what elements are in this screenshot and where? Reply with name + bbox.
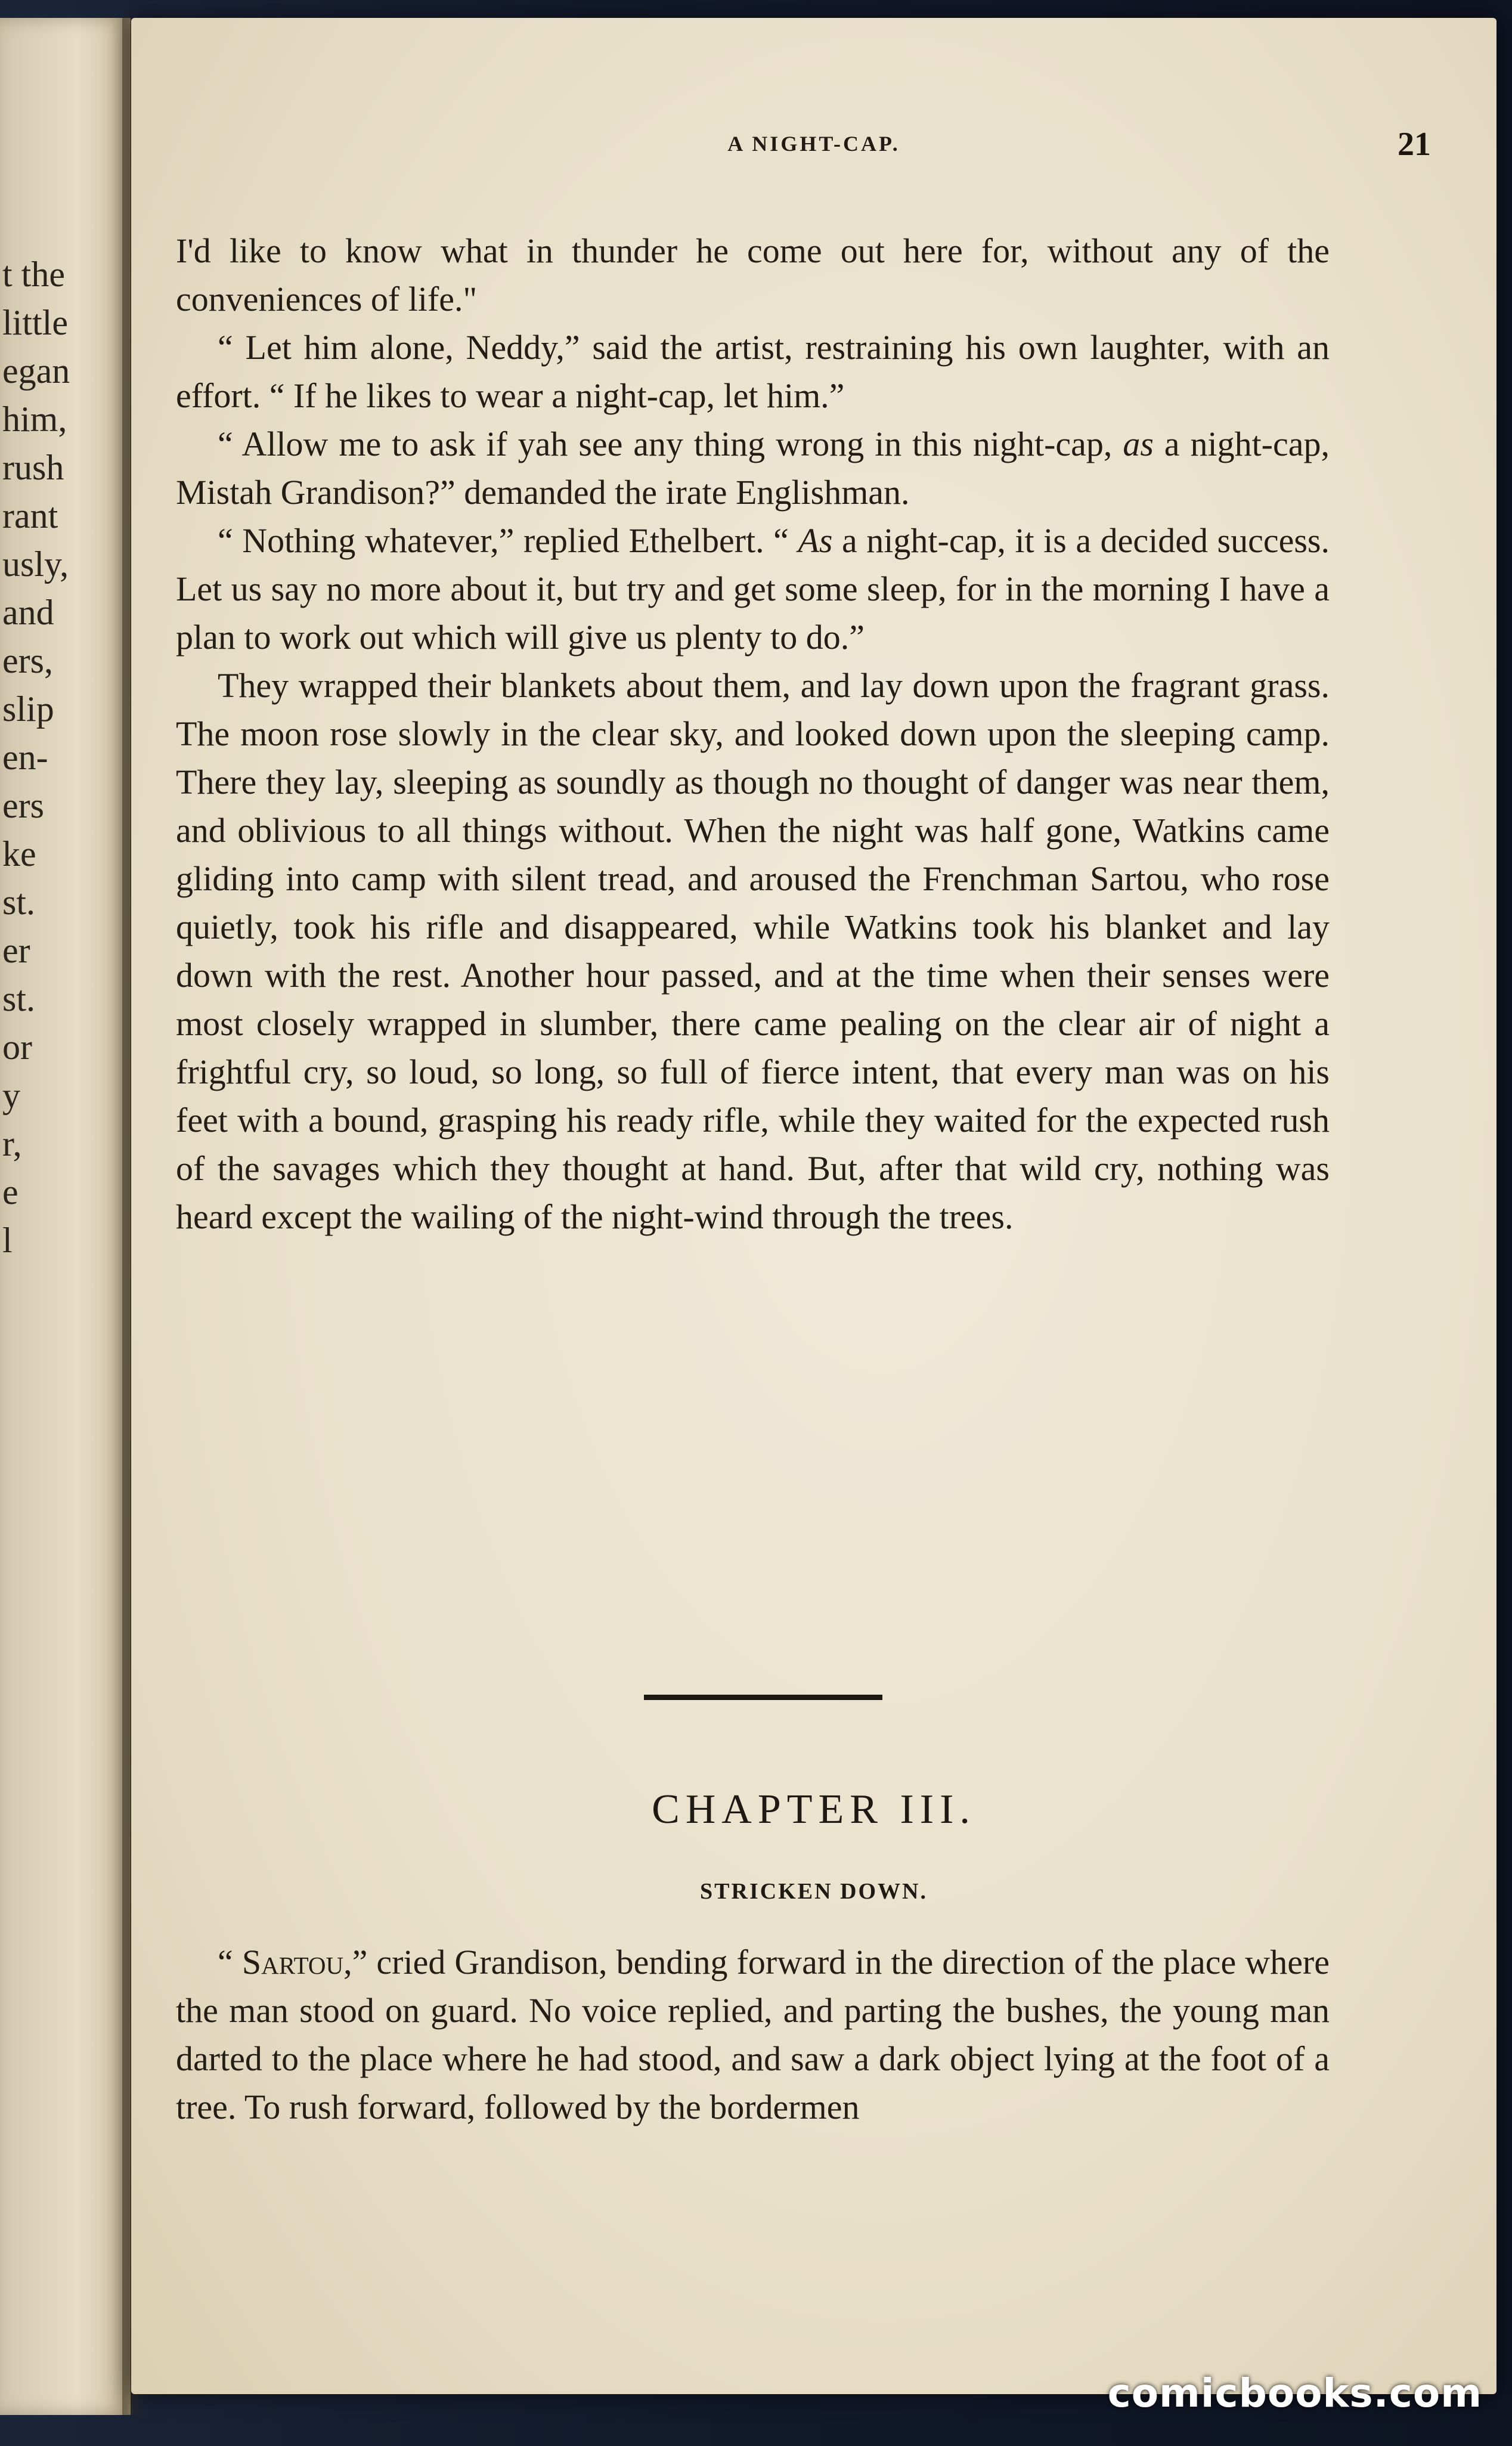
left-page-fragment: rant [2,496,58,535]
italic-text: as [1123,425,1154,463]
left-page-fragment: l [2,1221,13,1260]
chapter-divider-rule [644,1695,882,1700]
page-number: 21 [1398,126,1431,163]
chapter-opening-name: Sartou [241,1943,344,1981]
left-page-fragment: r, [2,1124,22,1163]
left-page-fragment: ers [2,786,44,825]
left-page-fragment: en- [2,738,48,777]
paragraph [176,516,1330,661]
paragraph-text: “ Allow me to ask if yah see any thing wrong in this night-cap, [218,425,1123,463]
left-page-fragment: slip [2,689,54,729]
left-page-fragment: egan [2,351,70,391]
left-page-fragment: e [2,1172,18,1212]
paragraph-text: “ Nothing whatever,” replied Ethelbert. “ [218,521,798,560]
left-page-fragment: ers, [2,641,53,680]
paragraph [176,420,1330,516]
left-page-fragment: little [2,303,68,342]
body-text [176,227,1330,1241]
left-page-fragment: y [2,1076,20,1115]
watermark-logo: comicbooks.com [1107,2370,1482,2416]
paragraph-text: a night-cap, it is a decided success. Let us say no more about it, but try and get some sleep, for in the morning I have a plan to work out which will give us plenty to do.” [176,521,1330,657]
chapter-paragraph-text: ,” cried Grandison, bending forward in the direction of the place where the man stood on guard. No voice replied, and parting the bushes, the young man darted to the place where he had stood, and saw a dark object lying at the foot of a tree. To rush forward, followed by the bordermen [176,1943,1330,2126]
chapter-text [176,1938,1330,2131]
left-page-fragment: st. [2,979,36,1018]
left-page-fragment: ke [2,834,36,874]
paragraph-text: They wrapped their blankets about them, and lay down upon the fragrant grass. The moon rose slowly in the clear sky, and looked down upon the sleeping camp. There they lay, sleeping as soundly as though no thought of danger was near them, and oblivious to all things without. When the night was half gone, Watkins came gliding into camp with silent tread, and aroused the Frenchman Sartou, who rose quietly, took his rifle and disappeared, while Watkins took his blanket and lay down with the rest. Another hour passed, and at the time when their senses were most closely wrapped in slumber, there came pealing on the clear air of night a frightful cry, so loud, so long, so full of fierce intent, that every man was on his feet with a bound, grasping his ready rifle, while they waited for the expected rush of the savages which they thought at hand. But, after that wild cry, nothing was heard except the wailing of the night-wind through the trees. [176,666,1330,1236]
paragraph [176,661,1330,1241]
paragraph-text: a night-cap, Mistah Grandison?” demanded the irate Englishman. [176,425,1330,512]
paragraph-text: I'd like to know what in thunder he come out here for, without any of the conveniences of life." [176,231,1330,318]
chapter-paragraph [176,1938,1330,2131]
running-head: A NIGHT-CAP. [727,132,900,156]
left-page-fragment: t the [2,255,65,294]
left-page-fragment: usly, [2,544,69,584]
left-page-fragment: or [2,1027,32,1067]
paragraph [176,323,1330,420]
left-page-fragment: er [2,931,30,970]
left-page-fragment: him, [2,400,67,439]
paragraph-text: “ Let him alone, Neddy,” said the artist, restraining his own laughter, with an effort. “ If he likes to wear a night-cap, let him.” [176,328,1330,415]
left-page-fragment: st. [2,883,36,922]
paragraph [176,227,1330,323]
chapter-subtitle: STRICKEN DOWN. [700,1879,928,1904]
book-page [131,18,1496,2394]
italic-text: As [798,521,833,560]
chapter-opening-quote: “ [218,1943,242,1981]
left-page-fragment: rush [2,448,64,487]
previous-page-edge [0,18,131,2415]
left-page-fragment: and [2,593,54,632]
chapter-title: CHAPTER III. [652,1786,976,1832]
